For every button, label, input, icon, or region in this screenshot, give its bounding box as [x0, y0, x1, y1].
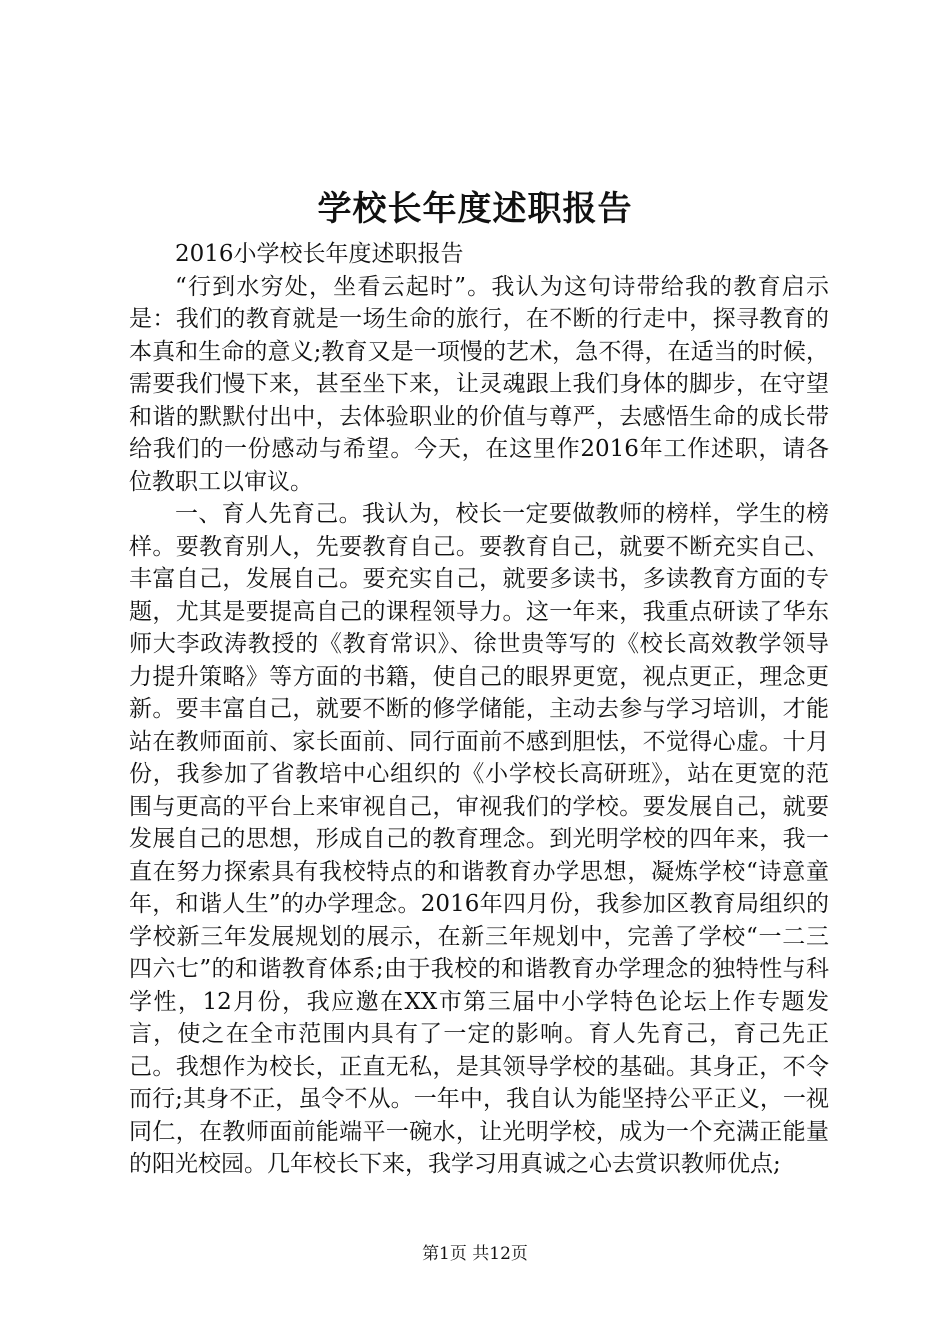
section-one-paragraph: 一、育人先育己。我认为，校长一定要做教师的榜样，学生的榜样。要教育别人，先要教育自己。要教育自己，就要不断充实自己、丰富自己，发展自己。要充实自己，就要多读书，多读教育方面的专题，尤其是要提高自己的课程领导力。这一年来，我重点研读了华东师大李政涛教授的《教育常识》、徐世贵等写的《校长高效教学领导力提升策略》等方面的书籍，使自己的眼界更宽，视点更正，理念更新。要丰富自己，就要不断的修学储能，主动去参与学习培训，才能站在教师面前、家长面前、同行面前不感到胆怯，不觉得心虚。十月份，我参加了省教培中心组织的《小学校长高研班》，站在更宽的范围与更高的平台上来审视自己，审视我们的学校。要发展自己，就要发展自己的思想，形成自己的教育理念。到光明学校的四年来，我一直在努力探索具有我校特点的和谐教育办学思想，凝炼学校“诗意童年，和谐人生”的办学理念。2016年四月份，我参加区教育局组织的学校新三年发展规划的展示，在新三年规划中，完善了学校“一二三四六七”的和谐教育体系;由于我校的和谐教育办学理念的独特性与科学性，12月份，我应邀在XX市第三届中小学特色论坛上作专题发言，使之在全市范围内具有了一定的影响。育人先育己，育己先正己。我想作为校长，正直无私，是其领导学校的基础。其身正，不令而行;其身不正，虽令不从。一年中，我自认为能坚持公平正义，一视同仁，在教师面前能端平一碗水，让光明学校，成为一个充满正能量的阳光校园。几年校长下来，我学习用真诚之心去赏识教师优点; [129, 501, 829, 1177]
page-number-footer: 第1页 共12页 [422, 1244, 528, 1264]
document-body [129, 238, 829, 1181]
document-title: 学校长年度述职报告 [317, 189, 633, 229]
intro-paragraph: “行到水穷处，坐看云起时”。我认为这句诗带给我的教育启示是：我们的教育就是一场生命的旅行，在不断的行走中，探寻教育的本真和生命的意义;教育又是一项慢的艺术，急不得，在适当的时候，需要我们慢下来，甚至坐下来，让灵魂跟上我们身体的脚步，在守望和谐的默默付出中，去体验职业的价值与尊严，去感悟生命的成长带给我们的一份感动与希望。今天，在这里作2016年工作述职，请各位教职工以审议。 [129, 273, 829, 495]
subtitle-paragraph: 2016小学校长年度述职报告 [175, 241, 464, 267]
